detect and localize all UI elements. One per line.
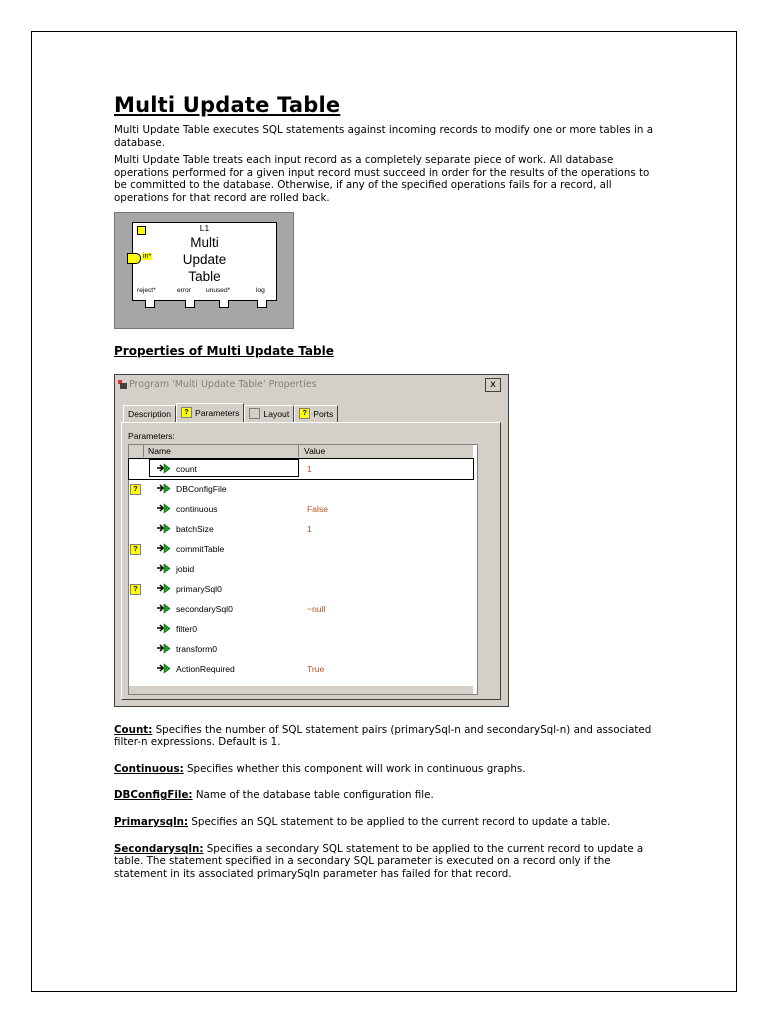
document-page	[31, 31, 737, 992]
definition-continuous	[114, 763, 659, 776]
table-row[interactable]	[129, 479, 473, 499]
section-heading: Properties of Multi Update Table	[114, 343, 334, 358]
parameter-name: filter0	[176, 623, 198, 634]
parameter-arrow-icon	[157, 643, 171, 654]
parameter-name: ActionRequired	[176, 663, 235, 674]
table-row[interactable]	[129, 619, 473, 639]
out-port-label-unused: unused*	[206, 286, 231, 294]
definition-text: Name of the database table configuration file.	[192, 789, 434, 802]
help-icon: ?	[299, 408, 310, 419]
definition-text: Specifies a secondary SQL statement to be applied to the current record to update a table. The statement specified in a secondary SQL parameter is executed on a record only if the statement in its associated primarySqln parameter has failed for that record.	[114, 842, 644, 880]
table-row[interactable]	[129, 579, 473, 599]
definition-term: DBConfigFile:	[114, 789, 193, 802]
dialog-titlebar[interactable]	[115, 375, 508, 395]
definition-dbconfigfile	[114, 789, 659, 802]
tab-parameters-label: Parameters	[195, 407, 240, 418]
dialog-tabs	[123, 405, 338, 422]
input-port-icon	[127, 253, 141, 264]
definition-text: Specifies an SQL statement to be applied to the current record to update a table.	[188, 815, 611, 828]
grid-header	[129, 445, 473, 459]
component-diagram	[114, 212, 294, 329]
table-row[interactable]	[129, 659, 473, 679]
table-row[interactable]	[129, 599, 473, 619]
tab-layout-label: Layout	[263, 408, 290, 419]
parameter-value[interactable]: ~null	[307, 603, 326, 614]
parameters-grid	[128, 444, 478, 695]
parameter-name: transform0	[176, 643, 218, 654]
definition-count	[114, 724, 659, 749]
parameter-arrow-icon	[157, 543, 171, 554]
column-header-value[interactable]: Value	[304, 445, 326, 456]
table-row[interactable]	[129, 459, 473, 479]
component-label: L1	[199, 222, 210, 233]
parameter-arrow-icon	[157, 523, 171, 534]
parameter-name: commitTable	[176, 543, 225, 554]
definition-term: Primarysqln:	[114, 815, 189, 828]
parameter-name: secondarySql0	[176, 603, 233, 614]
definition-text: Specifies whether this component will work in continuous graphs.	[183, 762, 526, 775]
table-row[interactable]	[129, 639, 473, 659]
out-port-error-icon	[185, 300, 195, 308]
component-title-line-3: Table	[188, 268, 221, 284]
table-row[interactable]	[129, 559, 473, 579]
parameter-arrow-icon	[157, 563, 171, 574]
parameter-name: batchSize	[176, 523, 214, 534]
description-paragraph: Multi Update Table treats each input record as a completely separate piece of work. All database operations performed for a given input record must succeed in order for the results of the operations to be committed to the database. Otherwise, if any of the specified operations fails for a record, all operations for that record are rolled back.	[114, 154, 650, 204]
parameter-arrow-icon	[157, 503, 171, 514]
tab-ports[interactable]	[294, 405, 338, 422]
parameter-name: DBConfigFile	[176, 483, 227, 494]
definition-primarysqln	[114, 816, 659, 829]
component-title-line-2: Update	[182, 251, 227, 267]
parameter-arrow-icon	[157, 623, 171, 634]
component-body	[132, 222, 277, 301]
help-icon: ?	[130, 584, 141, 595]
out-port-log-icon	[257, 300, 267, 308]
parameter-name: jobid	[176, 563, 195, 574]
properties-dialog	[114, 374, 509, 707]
table-row[interactable]	[129, 519, 473, 539]
tab-layout[interactable]	[244, 405, 294, 422]
parameter-name: primarySql0	[176, 583, 222, 594]
tab-ports-label: Ports	[313, 408, 334, 419]
program-icon	[118, 380, 127, 389]
parameters-label: Parameters:	[128, 430, 175, 441]
parameter-name: continuous	[176, 503, 218, 514]
table-row[interactable]	[129, 499, 473, 519]
column-header-name[interactable]: Name	[148, 445, 299, 457]
parameter-value[interactable]: False	[307, 503, 329, 514]
parameter-arrow-icon	[157, 483, 171, 494]
header-selector-cell	[129, 445, 144, 457]
dialog-title: Program 'Multi Update Table' Properties	[129, 378, 317, 390]
out-port-label-error: error	[177, 286, 191, 294]
definition-secondarysqln	[114, 843, 659, 881]
grid-footer	[129, 686, 473, 694]
document-content	[114, 92, 659, 880]
out-port-unused-icon	[219, 300, 229, 308]
parameter-arrow-icon	[157, 663, 171, 674]
definition-term: Count:	[114, 723, 153, 736]
tab-parameters[interactable]	[176, 403, 244, 422]
tab-description[interactable]	[123, 405, 176, 422]
definition-term: Secondarysqln:	[114, 842, 204, 855]
parameters-panel	[121, 422, 501, 700]
input-port-label: in*	[143, 252, 152, 260]
out-port-reject-icon	[145, 300, 155, 308]
table-row[interactable]	[129, 539, 473, 559]
parameter-name: count	[176, 463, 198, 474]
selected-name-cell	[149, 459, 299, 477]
definition-term: Continuous:	[114, 762, 184, 775]
help-icon: ?	[130, 544, 141, 555]
parameter-value[interactable]: True	[307, 663, 325, 674]
component-title-line-1: Multi	[190, 234, 219, 250]
definition-text: Specifies the number of SQL statement pairs (primarySql-n and secondarySql-n) and associated filter-n expressions. Default is 1.	[114, 723, 652, 749]
parameter-value[interactable]: 1	[307, 463, 312, 474]
definitions-list	[114, 724, 659, 881]
out-port-label-log: log	[256, 286, 265, 294]
parameter-arrow-icon	[157, 463, 171, 474]
intro-paragraph: Multi Update Table executes SQL statements against incoming records to modify one or more tables in a database.	[114, 124, 654, 149]
page-title: Multi Update Table	[114, 93, 341, 117]
help-icon: ?	[130, 484, 141, 495]
tab-description-label: Description	[128, 408, 171, 419]
close-button[interactable]: x	[485, 378, 501, 392]
parameter-arrow-icon	[157, 583, 171, 594]
parameter-arrow-icon	[157, 603, 171, 614]
out-port-label-reject: reject*	[137, 286, 156, 294]
help-icon: ?	[181, 407, 192, 418]
parameter-value[interactable]: 1	[307, 523, 312, 534]
empty-status-icon	[249, 408, 260, 419]
